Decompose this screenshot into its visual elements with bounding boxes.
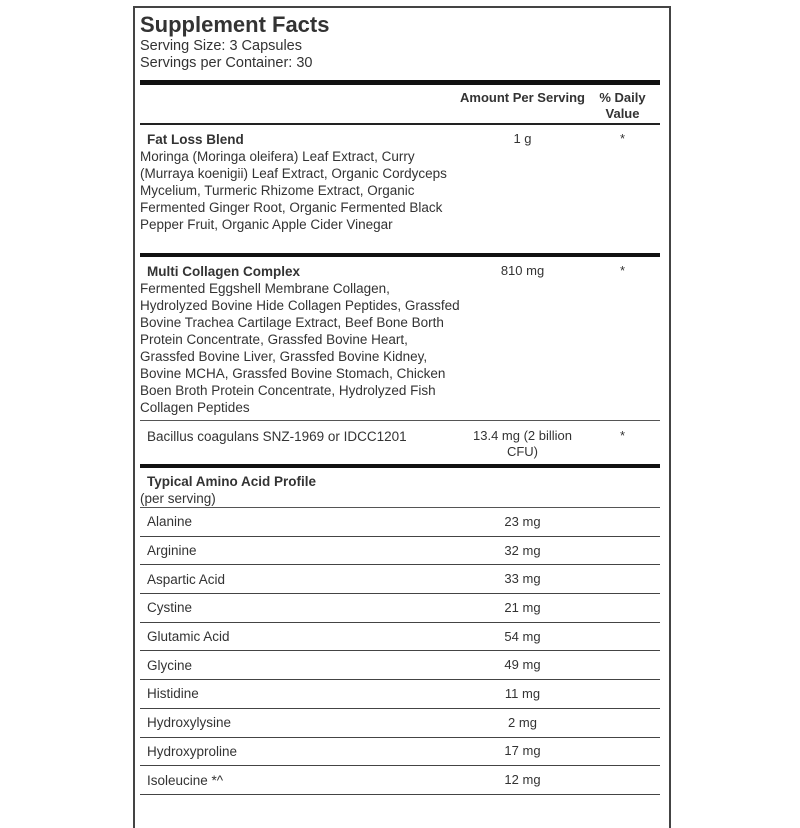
table-row <box>140 766 660 794</box>
blend-daily: * <box>619 263 626 278</box>
amino-amount: 23 mg <box>504 513 541 529</box>
amino-amount: 21 mg <box>504 599 541 615</box>
table-row <box>140 565 660 593</box>
amino-amount: 2 mg <box>508 714 537 730</box>
column-header <box>140 85 660 123</box>
amount-header: Amount Per Serving <box>460 90 585 105</box>
amino-subtitle: (per serving) <box>140 491 216 506</box>
amino-amount: 49 mg <box>504 657 541 673</box>
blend-amount: 1 g <box>513 131 532 146</box>
blend-daily: * <box>619 131 626 146</box>
amino-table <box>140 508 660 795</box>
blend-row <box>140 257 660 420</box>
table-row <box>140 537 660 565</box>
amino-amount: 12 mg <box>504 772 541 788</box>
amino-name: Cystine <box>147 600 193 616</box>
table-row <box>140 709 660 737</box>
servings-per-container: Servings per Container: 30 <box>140 55 313 71</box>
probiotic-row <box>140 421 660 464</box>
amino-name: Glutamic Acid <box>147 629 230 645</box>
amino-name: Histidine <box>147 686 199 702</box>
daily-value-header: % Daily Value <box>599 90 646 121</box>
table-row <box>140 651 660 679</box>
amino-title: Typical Amino Acid Profile <box>147 474 317 489</box>
blend-ingredients: Moringa (Moringa oleifera) Leaf Extract, Curry (Murraya koenigii) Leaf Extract, Organic Cordyceps Mycelium, Turmeric Rhizome Extract, Organic Fermented Ginger Root, Organic Fermented Black Pepper Fruit, Organic Apple Cider Vinegar <box>140 149 447 232</box>
amino-header <box>140 468 660 507</box>
divider <box>140 794 660 795</box>
amino-name: Hydroxyproline <box>147 743 238 759</box>
table-row <box>140 594 660 622</box>
blend-amount: 810 mg <box>500 263 545 278</box>
amino-name: Glycine <box>147 657 193 673</box>
amino-amount: 33 mg <box>504 571 541 587</box>
table-row <box>140 623 660 651</box>
amino-amount: 32 mg <box>504 542 541 558</box>
amino-name: Arginine <box>147 543 197 559</box>
blend-row <box>140 125 660 253</box>
amino-amount: 11 mg <box>504 685 541 701</box>
amino-name: Aspartic Acid <box>147 571 226 587</box>
serving-size: Serving Size: 3 Capsules <box>140 38 302 54</box>
table-row <box>140 508 660 536</box>
table-row <box>140 738 660 766</box>
page-title: Supplement Facts <box>140 12 330 37</box>
probiotic-daily: * <box>619 428 626 443</box>
amino-name: Hydroxylysine <box>147 715 232 731</box>
blend-name: Multi Collagen Complex <box>147 264 301 279</box>
supplement-facts-panel <box>140 12 660 795</box>
amino-name: Isoleucine *^ <box>147 772 224 788</box>
amino-amount: 17 mg <box>504 743 541 759</box>
probiotic-name: Bacillus coagulans SNZ-1969 or IDCC1201 <box>147 429 407 444</box>
amino-amount: 54 mg <box>504 628 541 644</box>
probiotic-amount: 13.4 mg (2 billion CFU) <box>473 428 572 459</box>
table-row <box>140 680 660 708</box>
blend-ingredients: Fermented Eggshell Membrane Collagen, Hydrolyzed Bovine Hide Collagen Peptides, Grassfed Bovine Trachea Cartilage Extract, Beef Bone Borth Protein Concentrate, Grassfed Bovine Heart, Grassfed Bovine Liver, Grassfed Bovine Kidney, Bovine MCHA, Grassfed Bovine Stomach, Chicken Boen Broth Protein Concentrate, Hydrolyzed Fish Collagen Peptides <box>140 281 460 415</box>
blend-name: Fat Loss Blend <box>147 132 244 147</box>
amino-name: Alanine <box>147 514 193 530</box>
